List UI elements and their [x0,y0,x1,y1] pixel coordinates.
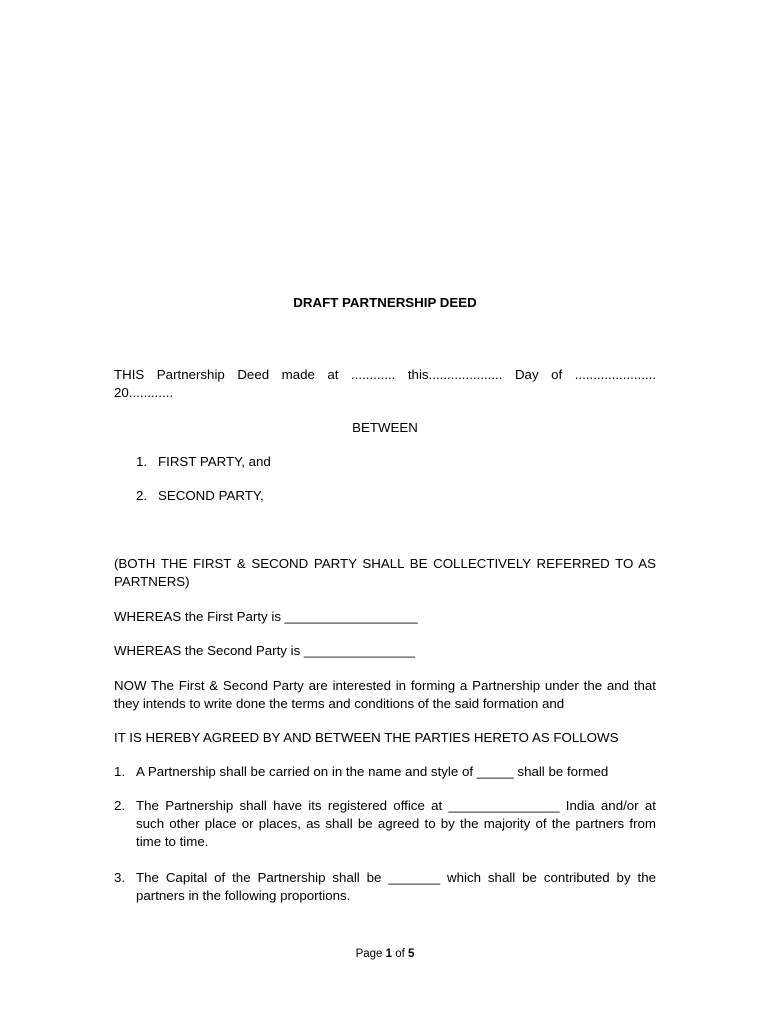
party-item [136,487,264,505]
collective-paragraph: (BOTH THE FIRST & SECOND PARTY SHALL BE COLLECTIVELY REFERRED TO AS PARTNERS) [114,556,656,589]
clause-number: 3. [114,870,126,885]
page-of: of [395,948,405,960]
party-item [136,453,271,471]
intro-paragraph [114,366,656,402]
agreed-heading: IT IS HEREBY AGREED BY AND BETWEEN THE PARTIES HERETO AS FOLLOWS [114,730,619,745]
page-current: 1 [385,948,393,960]
page-footer [0,945,770,963]
clause-item [114,869,656,905]
clause-item [114,763,656,781]
between-heading: BETWEEN [352,420,418,435]
clause-number: 2. [114,798,126,813]
page-total: 5 [408,948,415,960]
clause-number: 1. [114,764,126,779]
clause-text: The Partnership shall have its registered office at _______________ India and/or at such other place or places, as shall be agreed to by the majority of the partners from time to time. [136,798,656,849]
page-label: Page [355,948,383,960]
clause-text: A Partnership shall be carried on in the name and style of _____ shall be formed [136,764,609,779]
whereas-second: WHEREAS the Second Party is _______________ [114,643,415,658]
intro-line-2: 20............ [114,385,174,400]
whereas-first: WHEREAS the First Party is __________________ [114,609,418,624]
now-paragraph: NOW The First & Second Party are interested in forming a Partnership under the and that they intends to write done the terms and conditions of the said formation and [114,678,656,711]
party-text: FIRST PARTY, and [158,454,271,469]
party-number: 1. [136,454,148,469]
clause-item [114,797,656,851]
clause-text: The Capital of the Partnership shall be _______ which shall be contributed by the partners in the following proportions. [136,870,656,903]
party-text: SECOND PARTY, [158,488,264,503]
document-title: DRAFT PARTNERSHIP DEED [293,295,477,310]
party-number: 2. [136,488,148,503]
intro-line-1: THIS Partnership Deed made at ............ this.................... Day of ...................... [114,367,656,382]
